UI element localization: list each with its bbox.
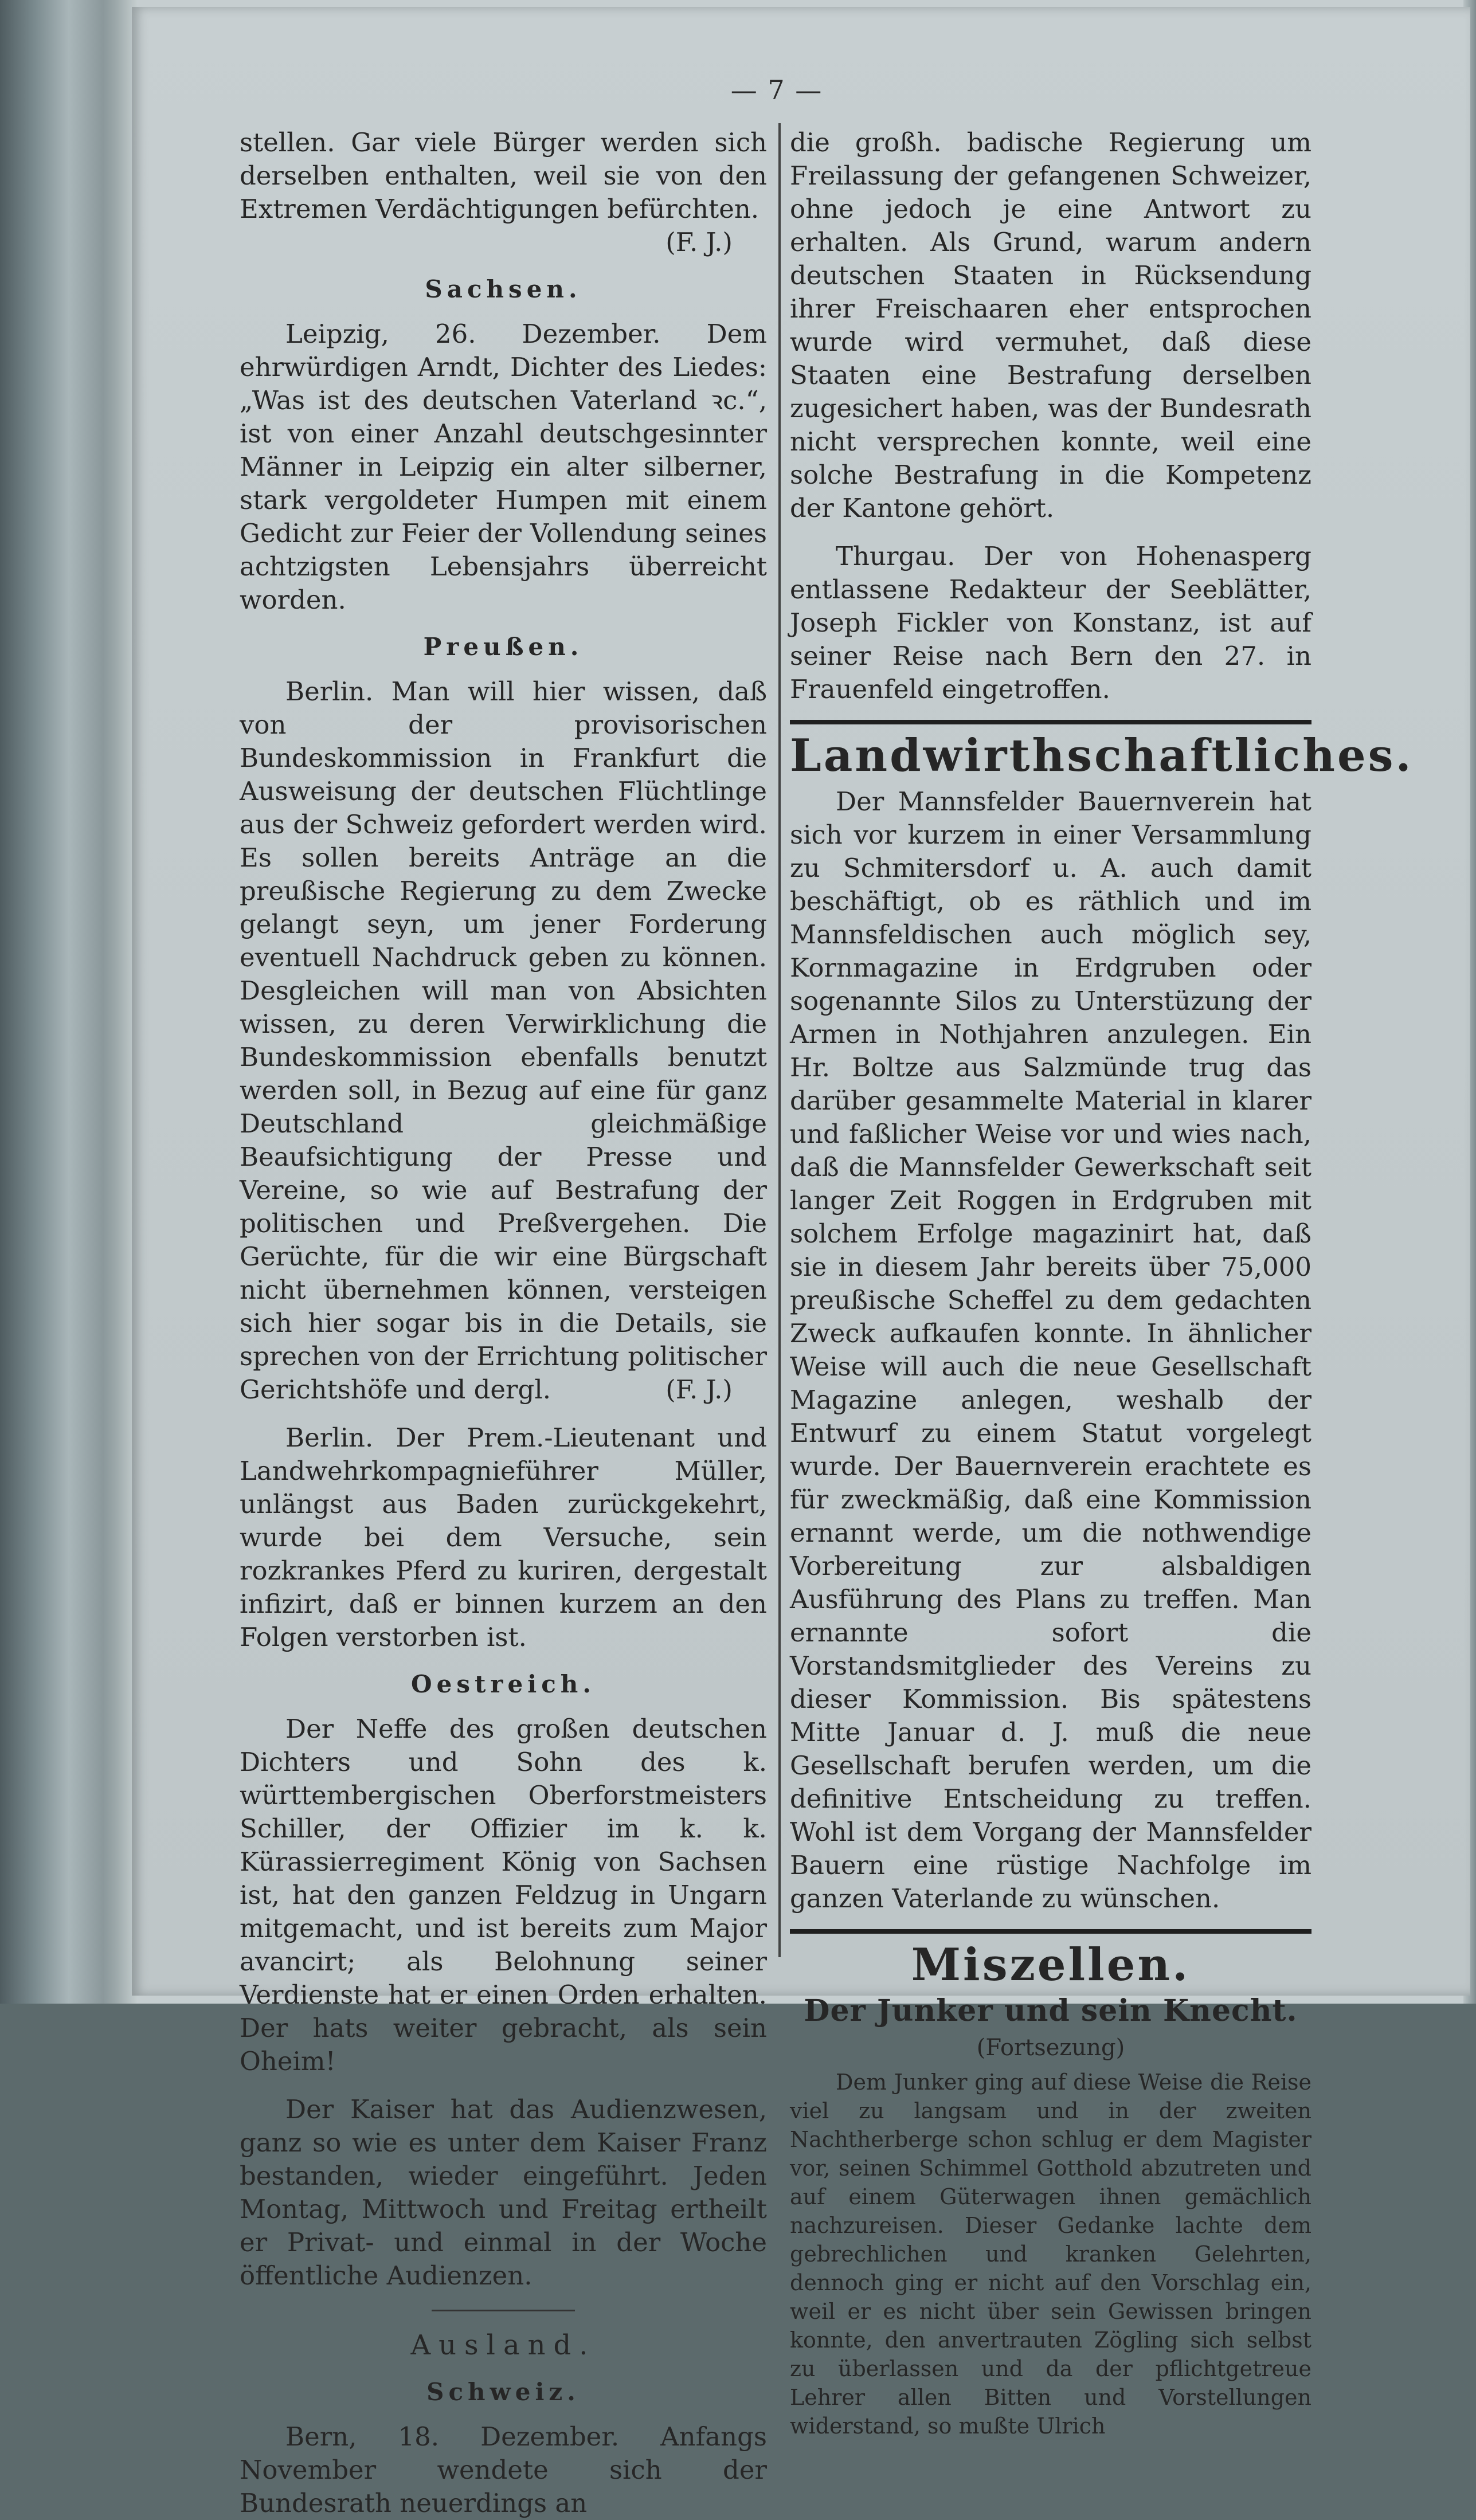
berlin-paragraph-2: Berlin. Der Prem.-Lieutenant und Landwehrkompagnieführer Müller, unlängst aus Baden zurückgekehrt, wurde bei dem Versuche, sein rozkrankes Pferd zu kuriren, dergestalt infizirt, daß er binnen kurzem an den Folgen verstorben ist. xyxy=(240,1422,767,1652)
berlin-paragraph-1-signature: (F. J.) xyxy=(665,1374,733,1405)
bern-paragraph: Bern, 18. Dezember. Anfangs November wendete sich der Bundesrath neuerdings an xyxy=(240,2421,767,2518)
story-title: Der Junker und sein Knecht. xyxy=(804,1993,1298,2028)
intro-paragraph xyxy=(240,126,767,257)
section-heading-ausland: Ausland. xyxy=(410,2329,596,2361)
oestreich-paragraph-2: Der Kaiser hat das Audienzwesen, ganz so wie es unter dem Kaiser Franz bestanden, wieder eingeführt. Jeden Montag, Mittwoch und Freitag ertheilt er Privat- und einmal in der Woche öffentliche Audienzen. xyxy=(240,2094,767,2291)
intro-signature: (F. J.) xyxy=(665,227,733,257)
leipzig-paragraph: Leipzig, 26. Dezember. Dem ehrwürdigen Arndt, Dichter des Liedes: „Was ist des deutschen Vaterland ꝛc.“, ist von einer Anzahl deutschgesinnter Männer in Leipzig ein alter silberner, stark vergoldeter Humpen mit einem Gedicht zur Feier der Vollendung seines achtzigsten Lebensjahrs überreicht worden. xyxy=(240,319,767,615)
section-heading-sachsen: Sachsen. xyxy=(425,275,582,303)
section-divider-thick-2 xyxy=(790,1929,1311,1934)
column-divider xyxy=(778,123,781,1957)
intro-text: stellen. Gar viele Bürger werden sich derselben enthalten, weil sie von den Extremen Verdächtigungen befürchten. xyxy=(240,127,767,224)
story-paragraph: Dem Junker ging auf diese Weise die Reise viel zu langsam und in der zweiten Nachtherberge schon schlug er dem Magister vor, seinen Schimmel Gotthold abzutreten und auf einem Güterwagen ihnen gemächlich nachzureisen. Dieser Gedanke lachte dem gebrechlichen und kranken Gelehrten, dennoch ging er nicht auf den Vorschlag ein, weil er es nicht über sein Gewissen bringen konnte, den anvertrauten Zögling sich selbst zu überlassen und da der pflichtgetreue Lehrer allen Bitten und Vorstellungen widerstand, so mußte Ulrich xyxy=(790,2070,1311,2439)
left-column xyxy=(240,126,767,2520)
oestreich-paragraph-1: Der Neffe des großen deutschen Dichters und Sohn des k. württembergischen Oberforstmeisters Schiller, der Offizier im k. k. Kürassierregiment König von Sachsen ist, hat den ganzen Feldzug in Ungarn mitgemacht, und ist bereits zum Major avancirt; als Belohnung seiner Verdienste hat er einen Orden erhalten. Der hats weiter gebracht, als sein Oheim! xyxy=(240,1714,767,2076)
berlin-paragraph-1-text: Berlin. Man will hier wissen, daß von der provisorischen Bundeskommission in Frankfurt die Ausweisung der deutschen Flüchtlinge aus der Schweiz gefordert werden wird. Es sollen bereits Anträge an die preußische Regierung zu dem Zwecke gelangt seyn, um jener Forderung eventuell Nachdruck geben zu können. Desgleichen will man von Absichten wissen, zu deren Verwirklichung die Bundeskommission ebenfalls benutzt werden soll, in Bezug auf eine für ganz Deutschland gleichmäßige Beaufsichtigung der Presse und Vereine, so wie auf Bestrafung der politischen und Preßvergehen. Die Gerüchte, für die wir eine Bürgschaft nicht übernehmen können, versteigen sich hier sogar bis in die Details, sie sprechen von der Errichtung politischer Gerichtshöfe und dergl. xyxy=(240,676,767,1405)
thurgau-paragraph: Thurgau. Der von Hohenasperg entlassene Redakteur der Seeblätter, Joseph Fickler von Konstanz, ist auf seiner Reise nach Bern den 27. in Frauenfeld eingetroffen. xyxy=(790,541,1311,704)
section-heading-oestreich: Oestreich. xyxy=(411,1670,596,1698)
page-number: — 7 — xyxy=(730,75,823,105)
section-divider xyxy=(432,2310,575,2311)
bern-continued-paragraph: die großh. badische Regierung um Freilassung der gefangenen Schweizer, ohne jedoch je eine Antwort zu erhalten. Als Grund, warum andern deutschen Staaten in Rücksendung ihrer Freischaaren eher entsprochen wurde wird vermuhet, daß diese Staaten eine Bestrafung derselben zugesichert haben, was der Bundesrath nicht versprechen konnte, weil eine solche Bestrafung in die Kompetenz der Kantone gehört. xyxy=(790,127,1311,523)
right-column xyxy=(790,126,1414,2440)
berlin-paragraph-1 xyxy=(240,675,767,1406)
section-divider-thick xyxy=(790,720,1311,724)
section-heading-miszellen: Miszellen. xyxy=(911,1939,1191,1991)
story-subtitle: (Fortsezung) xyxy=(976,2035,1125,2061)
section-heading-preussen: Preußen. xyxy=(423,633,584,661)
section-heading-landwirthschaftliches: Landwirthschaftliches. xyxy=(790,730,1414,782)
landwirth-paragraph: Der Mannsfelder Bauernverein hat sich vor kurzem in einer Versammlung zu Schmitersdorf u. A. auch damit beschäftigt, ob es räthlich und im Mannsfeldischen auch möglich sey, Kornmagazine in Erdgruben oder sogenannte Silos zu Unterstüzung der Armen in Nothjahren anzulegen. Ein Hr. Boltze aus Salzmünde trug das darüber gesammelte Material in klarer und faßlicher Weise vor und wies nach, daß die Mannsfelder Gewerkschaft seit langer Zeit Roggen in Erdgruben mit solchem Erfolge magazinirt hat, daß sie in diesem Jahr bereits über 75,000 preußische Scheffel zu dem gedachten Zweck aufkaufen konnte. In ähnlicher Weise will auch die neue Gesellschaft Magazine anlegen, weshalb der Entwurf zu einem Statut vorgelegt wurde. Der Bauernverein erachtete es für zweckmäßig, daß eine Kommission ernannt werde, um die nothwendige Vorbereitung zur alsbaldigen Ausführung des Plans zu treffen. Man ernannte sofort die Vorstandsmitglieder des Vereins zu dieser Kommission. Bis spätestens Mitte Januar d. J. muß die neue Gesellschaft berufen werden, um die definitive Entscheidung zu treffen. Wohl ist dem Vorgang der Mannsfelder Bauern eine rüstige Nachfolge im ganzen Vaterlande zu wünschen. xyxy=(790,786,1311,1914)
section-heading-schweiz: Schweiz. xyxy=(426,2378,580,2406)
